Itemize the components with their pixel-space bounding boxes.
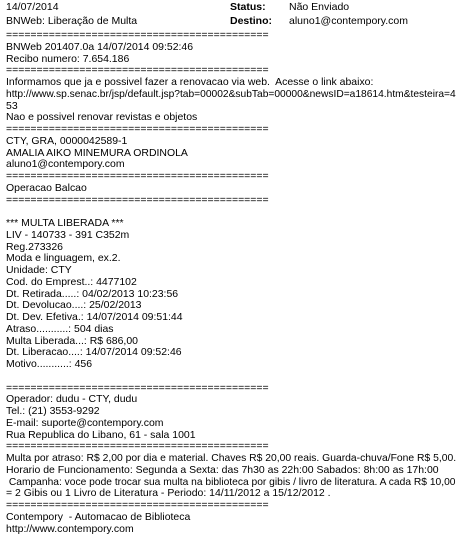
message-line: = 2 Gibis ou 1 Livro de Literatura - Periodo: 14/11/2012 a 15/12/2012 .: [6, 488, 456, 500]
message-line: E-mail: suporte@contempory.com: [6, 418, 456, 430]
message-line: ===========================================: [6, 500, 456, 512]
message-line: ===========================================: [6, 65, 456, 77]
message-line: *** MULTA LIBERADA ***: [6, 218, 456, 230]
message-line: Informamos que ja e possivel fazer a renovacao via web. Acesse o link abaixo:: [6, 77, 456, 89]
message-line: Rua Republica do Libano, 61 - sala 1001: [6, 430, 456, 442]
message-line: Motivo...........: 456: [6, 359, 456, 371]
destination-label: Destino:: [230, 14, 272, 29]
message-line: Dt. Dev. Efetiva.: 14/07/2014 09:51:44: [6, 312, 456, 324]
status-label: Status:: [230, 0, 266, 15]
message-line: Operador: dudu - CTY, dudu: [6, 394, 456, 406]
destination-value: aluno1@contempory.com: [289, 14, 408, 29]
message-line: http://www.contempory.com: [6, 524, 456, 535]
status-value: Não Enviado: [289, 0, 349, 15]
message-line: Reg.273326: [6, 242, 456, 254]
message-line: Horario de Funcionamento: Segunda a Sexta: das 7h30 as 22h:00 Sabados: 8h:00 as 17h:00: [6, 465, 456, 477]
message-header: [6, 0, 456, 30]
message-line: ===========================================: [6, 441, 456, 453]
message-line: AMALIA AIKO MINEMURA ORDINOLA: [6, 148, 456, 160]
message-line: ===========================================: [6, 124, 456, 136]
message-line: Dt. Retirada.....: 04/02/2013 10:23:56: [6, 289, 456, 301]
message-line: BNWeb 201407.0a 14/07/2014 09:52:46: [6, 42, 456, 54]
message-line: Atraso...........: 504 dias: [6, 324, 456, 336]
message-line: ===========================================: [6, 195, 456, 207]
message-line: Campanha: voce pode trocar sua multa na biblioteca por gibis / livro de literatura. A cada R$ 10,00: [6, 477, 447, 489]
message-line: LIV - 140733 - 391 C352m: [6, 230, 456, 242]
message-line: ===========================================: [6, 30, 456, 42]
message-line: Tel.: (21) 3553-9292: [6, 406, 456, 418]
message-line: Unidade: CTY: [6, 265, 456, 277]
message-body: [6, 30, 458, 535]
message-date: 14/07/2014: [6, 0, 59, 15]
message-line: Multa Liberada...: R$ 686,00: [6, 336, 456, 348]
message-line: Dt. Liberacao....: 14/07/2014 09:52:46: [6, 347, 456, 359]
message-line: Nao e possivel renovar revistas e objetos: [6, 112, 456, 124]
message-line: 53: [6, 101, 456, 113]
message-line: http://www.sp.senac.br/jsp/default.jsp?tab=00002&subTab=00000&newsID=a18614.htm&testeira=4: [6, 89, 446, 101]
message-line: Dt. Devolucao....: 25/02/2013: [6, 300, 456, 312]
message-line: Operacao Balcao: [6, 183, 456, 195]
message-line: Recibo numero: 7.654.186: [6, 54, 456, 66]
message-line: CTY, GRA, 0000042589-1: [6, 136, 456, 148]
message-line: Moda e linguagem, ex.2.: [6, 253, 456, 265]
message-line: aluno1@contempory.com: [6, 159, 456, 171]
message-line: ===========================================: [6, 383, 456, 395]
message-line: Cod. do Emprest..: 4477102: [6, 277, 456, 289]
message-line: Contempory - Automacao de Biblioteca: [6, 512, 456, 524]
message-line: ===========================================: [6, 171, 456, 183]
message-line: Multa por atraso: R$ 2,00 por dia e material. Chaves R$ 20,00 reais. Guarda-chuva/Fone R$ 5,00.: [6, 453, 451, 465]
message-subject: BNWeb: Liberação de Multa: [6, 14, 137, 29]
